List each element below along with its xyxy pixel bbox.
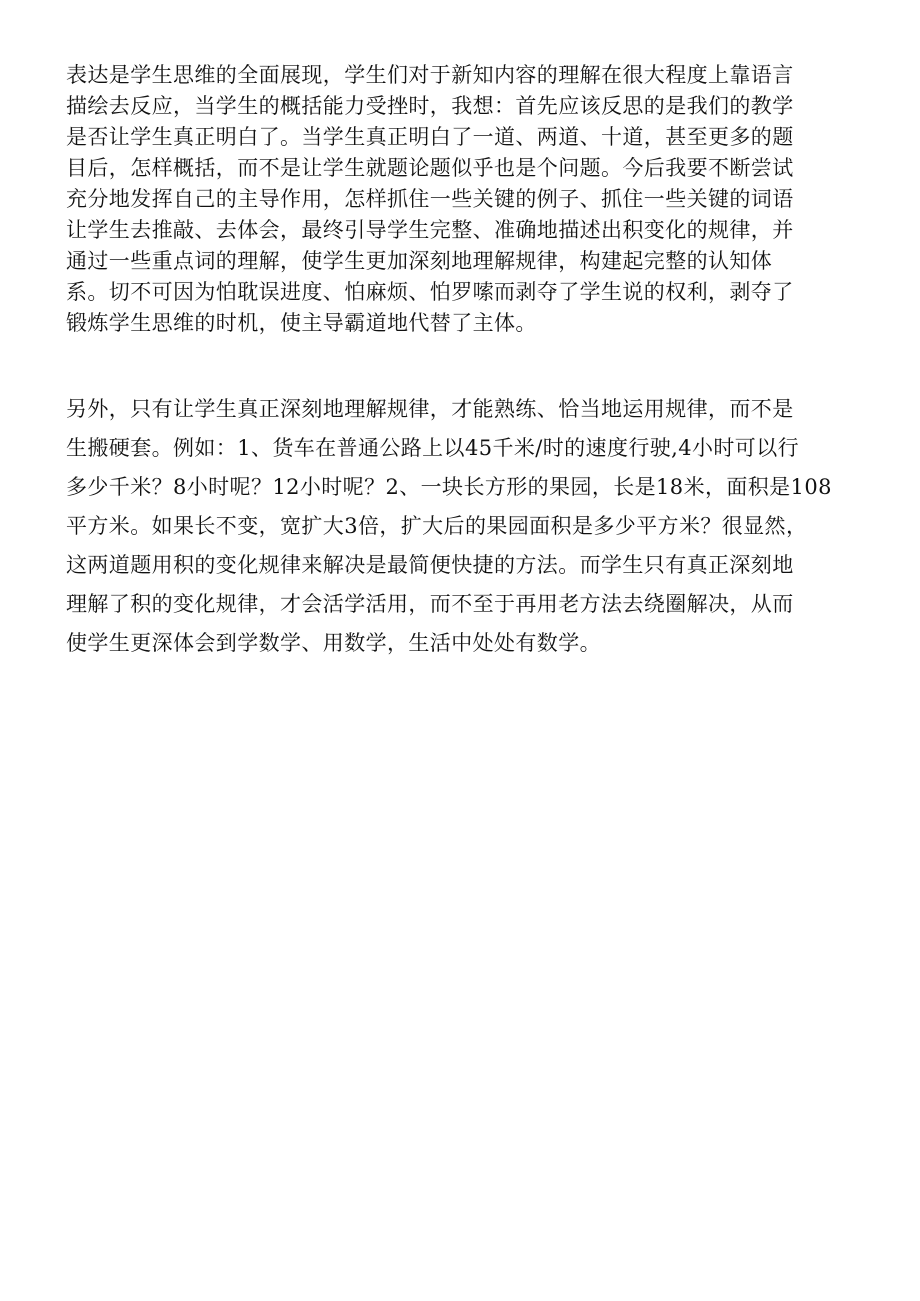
- text-line: 充分地发挥自己的主导作用，怎样抓住一些关键的例子、抓住一些关键的词语: [66, 187, 794, 211]
- text-line: 通过一些重点词的理解，使学生更加深刻地理解规律，构建起完整的认知体: [66, 249, 773, 273]
- text-line: 锻炼学生思维的时机，使主导霸道地代替了主体。: [66, 311, 537, 335]
- text-line: 是否让学生真正明白了。当学生真正明白了一道、两道、十道，甚至更多的题: [66, 125, 794, 149]
- text-line: 表达是学生思维的全面展现，学生们对于新知内容的理解在很大程度上靠语言: [66, 63, 794, 87]
- text-line: 理解了积的变化规律，才会活学活用，而不至于再用老方法去绕圈解决，从而: [66, 592, 794, 616]
- text-line: 另外，只有让学生真正深刻地理解规律，才能熟练、恰当地运用规律，而不是: [66, 397, 794, 421]
- text-line: 平方米。如果长不变，宽扩大3倍，扩大后的果园面积是多少平方米？很显然，: [66, 514, 808, 538]
- text-line: 让学生去推敲、去体会，最终引导学生完整、准确地描述出积变化的规律，并: [66, 218, 794, 242]
- text-line: 描绘去反应，当学生的概括能力受挫时，我想：首先应该反思的是我们的教学: [66, 94, 794, 118]
- text-line: 生搬硬套。例如：1、货车在普通公路上以45千米/时的速度行驶,4小时可以行: [66, 436, 799, 460]
- text-line: 这两道题用积的变化规律来解决是最简便快捷的方法。而学生只有真正深刻地: [66, 553, 794, 577]
- text-line: 使学生更深体会到学数学、用数学，生活中处处有数学。: [66, 631, 601, 655]
- paragraph-examples: [66, 390, 856, 663]
- paragraph-reflection: [66, 60, 856, 339]
- text-line: 多少千米？8小时呢？12小时呢？2、一块长方形的果园，长是18米，面积是108: [66, 475, 832, 499]
- text-line: 系。切不可因为怕耽误进度、怕麻烦、怕罗嗦而剥夺了学生说的权利，剥夺了: [66, 280, 794, 304]
- text-line: 目后，怎样概括，而不是让学生就题论题似乎也是个问题。今后我要不断尝试: [66, 156, 794, 180]
